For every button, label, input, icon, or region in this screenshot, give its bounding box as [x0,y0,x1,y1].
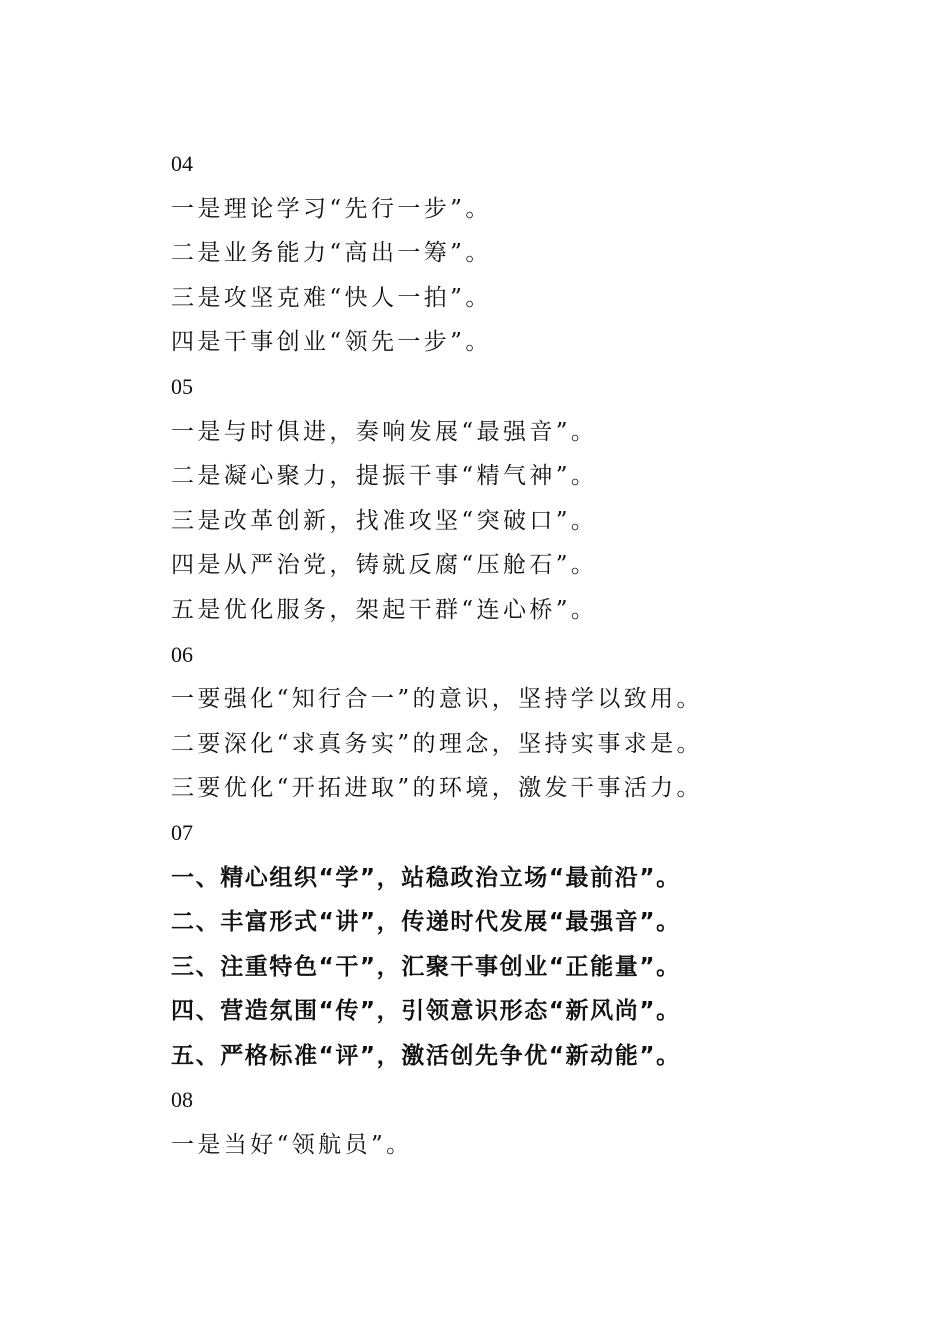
section-item: 二是业务能力“高出一筹”。 [171,240,492,267]
section-item: 四是干事创业“领先一步”。 [171,329,492,356]
section-item: 一是与时俱进，奏响发展“最强音”。 [171,418,598,445]
section-item: 二要深化“求真务实”的理念，坚持实事求是。 [171,730,703,757]
section-item: 二、丰富形式“讲”，传递时代发展“最强音”。 [171,909,681,936]
section-number: 06 [171,641,193,667]
section-item: 四、营造氛围“传”，引领意识形态“新风尚”。 [171,998,681,1025]
section-item: 五是优化服务，架起干群“连心桥”。 [171,596,598,623]
section-item: 四是从严治党，铸就反腐“压舱石”。 [171,552,598,579]
section-item: 三是攻坚克难“快人一拍”。 [171,284,492,311]
section-item: 一要强化“知行合一”的意识，坚持学以致用。 [171,686,703,713]
section-number: 08 [171,1087,193,1113]
section-number: 05 [171,373,193,399]
section-item: 一、精心组织“学”，站稳政治立场“最前沿”。 [171,864,681,891]
section-item: 二是凝心聚力，提振干事“精气神”。 [171,463,598,490]
document-body [171,146,891,1172]
section-item: 一是当好“领航员”。 [171,1132,413,1159]
section-item: 三、注重特色“干”，汇聚干事创业“正能量”。 [171,953,681,980]
section-item: 一是理论学习“先行一步”。 [171,195,492,222]
section-number: 07 [171,819,193,845]
section-number: 04 [171,151,193,176]
section-item: 五、严格标准“评”，激活创先争优“新动能”。 [171,1042,681,1069]
section-item: 三要优化“开拓进取”的环境，激发干事活力。 [171,775,703,802]
section-item: 三是改革创新，找准攻坚“突破口”。 [171,507,598,534]
